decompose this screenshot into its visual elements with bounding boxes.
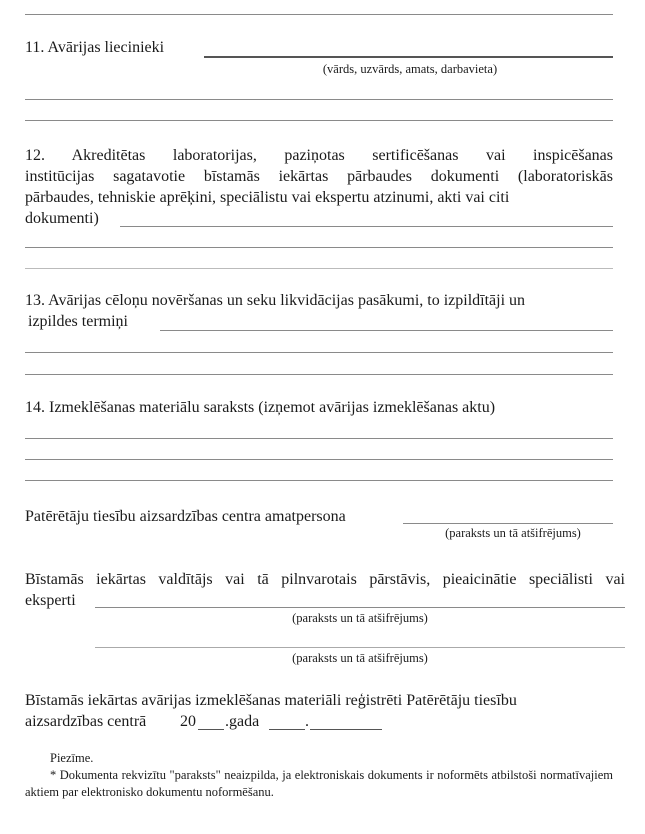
section-14-label: 14. Izmeklēšanas materiālu saraksts (izņemot avārijas izmeklēšanas aktu)	[25, 399, 496, 416]
section-14-blank-line[interactable]	[25, 459, 613, 460]
section-12-blank-line[interactable]	[25, 268, 613, 269]
section-11-blank-line[interactable]	[25, 120, 613, 121]
section-13-text-line: 13. Avārijas cēloņu novēršanas un seku likvidācijas pasākumi, to izpildītāji un	[25, 292, 526, 309]
registration-month-field[interactable]	[310, 729, 382, 730]
registration-year-field[interactable]	[198, 729, 224, 730]
official-signature-label: Patērētāju tiesību aizsardzības centra amatpersona	[25, 508, 346, 525]
owner-signature-caption-2: (paraksts un tā atšifrējums)	[292, 651, 428, 665]
official-signature-caption: (paraksts un tā atšifrējums)	[445, 526, 581, 540]
owner-signature-field-2[interactable]	[95, 647, 625, 648]
blank-line[interactable]	[25, 14, 613, 15]
section-13-measures-field[interactable]	[160, 330, 613, 331]
registration-text-prefix: aizsardzības centrā	[25, 713, 147, 730]
section-14-blank-line[interactable]	[25, 438, 613, 439]
section-11-caption: (vārds, uzvārds, amats, darbavieta)	[322, 62, 498, 76]
note-text: * Dokumenta rekvizītu "paraksts" neaizpilda, ja elektroniskais dokuments ir noformēts atbilstoši normatīvajiem aktiem par elektronisko dokumentu noformēšanu.	[25, 768, 613, 799]
owner-signature-caption-1: (paraksts un tā atšifrējums)	[292, 611, 428, 625]
section-13-blank-line[interactable]	[25, 352, 613, 353]
registration-year-prefix: 20	[180, 713, 196, 730]
official-signature-field[interactable]	[403, 523, 613, 524]
section-14-blank-line[interactable]	[25, 480, 613, 481]
section-12-blank-line[interactable]	[25, 247, 613, 248]
registration-year-suffix: .gada	[225, 713, 260, 730]
owner-signature-text-line: Bīstamās iekārtas valdītājs vai tā pilnvarotais pārstāvis, pieaicinātie speciālisti vai	[25, 571, 625, 588]
section-13-blank-line[interactable]	[25, 374, 613, 375]
section-11-label: 11. Avārijas liecinieki	[25, 39, 165, 56]
owner-signature-field-1[interactable]	[95, 607, 625, 608]
registration-text-line: Bīstamās iekārtas avārijas izmeklēšanas materiāli reģistrēti Patērētāju tiesību	[25, 692, 517, 709]
section-11-witnesses-field[interactable]	[204, 56, 613, 58]
note-title: Piezīme.	[50, 751, 94, 765]
section-12-text-line: pārbaudes, tehniskie aprēķini, speciālistu vai ekspertu atzinumi, akti vai citi	[25, 189, 510, 206]
section-12-text-line: 12. Akreditētas laboratorijas, paziņotas sertificēšanas vai inspicēšanas	[25, 147, 613, 164]
section-13-text-line: izpildes termiņi	[28, 313, 128, 330]
section-12-text-line: dokumenti)	[25, 210, 99, 227]
registration-day-field[interactable]	[269, 729, 305, 730]
owner-signature-text-line: eksperti	[25, 592, 76, 609]
registration-dot: .	[305, 713, 309, 730]
section-12-text-line: institūcijas sagatavotie bīstamās iekārtas pārbaudes dokumenti (laboratoriskās	[25, 168, 613, 185]
section-11-blank-line[interactable]	[25, 99, 613, 100]
section-12-documents-field[interactable]	[120, 226, 613, 227]
